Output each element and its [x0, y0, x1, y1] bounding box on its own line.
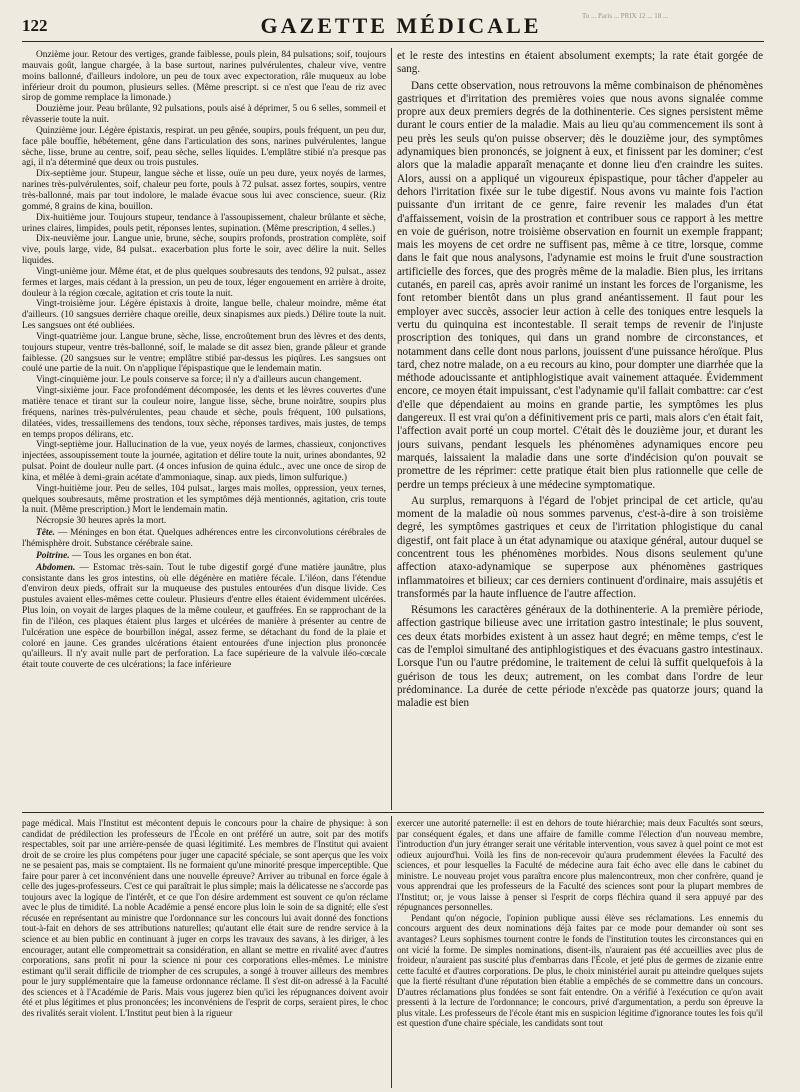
bottom-left-feuilleton	[22, 818, 388, 1088]
right-column-commentary	[397, 50, 763, 810]
case-day-entry: Dix-septième jour. Stupeur, langue sèche et lisse, ouïe un peu dure, yeux noyés de larmes, narines très-pulvérulentes, soif, chaleur peu forte, pouls à 72 pulsat. assez fortes, soupirs, ventre très-ballonné, mais par tout indolore, le malade évacue sous lui avec conscience, sueur. (Riz gommé, 8 grains de kina, bouillon.	[22, 169, 386, 212]
commentary-paragraph: et le reste des intestins en étaient absolument exempts; la rate était gorgée de sang.	[397, 50, 763, 76]
case-day-entry: Dix-neuvième jour. Langue unie, brune, sèche, soupirs profonds, prostration complète, soif vive, pouls large, vide, 84 pulsat.. exacerbation plus forte le soir, avec délire la nuit. Selles liquides.	[22, 234, 386, 267]
column-divider	[391, 48, 392, 810]
section-text: — Estomac très-sain. Tout le tube digestif gorgé d'une matière jaunâtre, plus consistante dans les gros intestins, où elle dégénère en matière fécale. L'iléon, dans l'étendue d'environ deux pieds, offrait sur la muqueuse des pustules entourées d'un disque livide. Ces pustules avaient elles-mêmes cette couleur. Plusieurs d'entre elles étaient évidemment ulcérées. Plus loin, on voyait de larges plaques de la même couleur, et gauffrées. En se rapprochant de la fin de l'iléon, ces plaques étaient plus larges et ulcérées de manière à présenter au centre de l'ulcération une espèce de bourbillon inégal, assez ferme, se détachant du fond de la plaie et coloré en jaune. Ces grandes ulcérations étaient entourées d'une injection plus prononcée qu'ailleurs. Il n'y avait nulle part de perforation. La face supérieure de la valvule iléo-cœcale était toute couverte de ces ulcérations; la face inférieure	[22, 562, 386, 671]
section-label: Tête.	[36, 528, 55, 539]
page-header	[22, 10, 780, 42]
section-text: — Tous les organes en bon état.	[71, 550, 192, 561]
commentary-paragraph: Dans cette observation, nous retrouvons la même combinaison de phénomènes gastriques et d'irritation des premières voies que nous avons signalée comme propre aux deux premiers degrés de la dothinenterie. Ces signes persistent même durant le cours entier de la maladie. Mais au lieu qu'au commencement ils sont à peu près les seuls qu'on puisse observer; dès le douzième jour, des symptômes adynamiques bien prononcés, se joignent à eux, et finissent par les dominer; c'est alors que la maladie apparaît menaçante et donne lieu d'en craindre les suites. Alors, aussi on a appliqué un vigoureux épispastique, pour tâcher d'appeler au dehors l'irritation fixée sur le tube digestif. Nous avons vu mainte fois l'action puissante d'un irritant de ce genre, faire revenir les malades d'un état d'affaissement, voisin de la prostration et contribuer sous ce rapport à les mettre en voie de guérison, notre troisième observation en fournit un exemple frappant; mais les moyens de cet ordre ne suffisent pas, même à ce titre, lorsque, comme dans le fait que nous analysons, l'adynamie est moins le fruit d'une soustraction artificielle des forces, que des progrès même de la maladie. Bien plus, les irritans cutanés, en pareil cas, après avoir ranimé un instant les forces de l'organisme, les font retomber bientôt dans un plus grand anéantissement. Il faut pour les employer avec succès, associer leur action à celle des toniques entre lesquels la vertu du quinquina est incontestable. Il serait temps de revenir de l'injuste proscription des toniques, qui dans un grand nombre de circonstances, et notamment dans celle dont nous parlons, jouissent d'une puissance héroïque. Plus tard, chez notre malade, on a eu recours au kino, pour dompter une diarrhée que la méthode adoucissante et antiphlogistique avait vainement attaquée. Évidemment encore, ce moyen était impuissant, c'est l'adynamie qu'il fallait combattre: car c'est d'elle que dépendaient au moins en grande partie, les symptômes les plus dangereux. Il est vrai qu'on a définitivement pris ce parti, mais alors c'en était fait, l'affection avait porté un coup mortel. C'était dès le douzième jour, et durant les jours suivans, pendant lesquels les phénomènes adynamiques encore peu marqués, laissaient la maladie dans une sorte d'indécision qu'on pouvait se promettre de les réprimer: cette pratique était bien plus rationnelle que celle de perdre un temps précieux à une médecine symptomatique.	[397, 79, 763, 491]
case-day-entry: Vingt-cinquième jour. Le pouls conserve sa force; il n'y a d'ailleurs aucun changement.	[36, 375, 362, 386]
feuilleton-paragraph: Pendant qu'on négocie, l'opinion publique aussi élève ses réclamations. Les ennemis du concours arguent des deux nominations déjà faites par ce mode pour demander où sont ses avantages? Leurs sophismes tournent contre le fonds de l'institution toutes les circonstances qui en ont vicié la forme. De simples nominations, disent-ils, n'auraient pas été accueillies avec plus de froideur, n'auraient pas suscité plus d'embarras dans l'École, et jeté plus de germes de zizanie entre cette faculté et d'autres corporations. De plus, le choix ministériel aurait pu atteindre quelques sujets que la fierté résultant d'une réputation bien établie a empêchés de se commettre dans un concours. D'autres réclamations plus fondées se sont fait entendre. On a vérifié à l'exécution ce qu'on avait pressenti à la lecture de l'ordonnance; le concours, privé d'argumentation, a perdu son épreuve la plus vitale. Les professeurs de l'école étant mis en suspicion légitime d'ignorance toutes les fois qu'il est question d'une chaire spéciale, les candidats sont tout	[397, 912, 763, 1029]
left-column-case-report	[22, 50, 386, 810]
necropsy-section-abdomen	[22, 563, 386, 671]
faded-stamp: To ... Paris ... PRIX 12 ... 18 ...	[582, 12, 669, 20]
case-day-entry: Onzième jour. Retour des vertiges, grande faiblesse, pouls plein, 84 pulsations; soif, toujours mauvais goût, langue chargée, à la base surtout, narines pulvérulentes, chaleur vive, ventre moins ballonné, d'ailleurs indolore, un peu de toux avec expectoration, râle muqueux au lobe inférieur droit du poumon, plusieurs selles. (Même prescript. si ce n'est que l'eau de riz avec sirop de gomme remplace la limonade.)	[22, 50, 386, 104]
section-label: Poitrine.	[36, 550, 70, 561]
case-day-entry: Vingt-septième jour. Hallucination de la vue, yeux noyés de larmes, chassieux, conjonctives injectées, assoupissement toute la journée, agitation et délire toute la nuit, urines abondantes, 92 pulsat. Point de douleur nulle part. (4 onces infusion de quina édulc., avec une once de sirop de kina, et mêlée à demi-grain acétate d'ammoniaque, sinap. aux pieds, limon sulfurique.)	[22, 440, 386, 483]
commentary-paragraph: Au surplus, remarquons à l'égard de l'objet principal de cet article, qu'au moment de la maladie où nous sommes parvenus, c'est-à-dire à son troisième degré, les symptômes gastriques et ceux de l'irritation phlogistique du canal digestif, ont fait place à un état adynamique ou ataxique général, autour duquel se concentrent tous les phénomènes morbides. Nous disons seulement qu'une affection ataxo-adynamique se superpose aux phénomènes gastriques inflammatoires et bilieux; car ces derniers continuent d'ordinaire, mais assujétis et transformés par la haute influence de l'autre affection.	[397, 494, 763, 600]
bottom-right-feuilleton	[397, 818, 763, 1088]
case-day-entry: Douzième jour. Peau brûlante, 92 pulsations, pouls aisé à déprimer, 5 ou 6 selles, sommeil et rêvasserie toute la nuit.	[22, 104, 386, 126]
feuilleton-paragraph: page médical. Mais l'Institut est mécontent depuis le concours pour la chaire de physique: à son candidat de prédilection les professeurs de l'École en ont préféré un autre, soit par des motifs respectables, soit par une arrière-pensée de quasi légitimité. Les membres de l'Institut qui avaient droit de se croire les plus compétens pour juger une capacité spéciale, se sont aperçus que les voix ne se pesaient pas, mais se comptaient. Ils ne formaient qu'une minorité presque imperceptible. Que faire pour parer à cet inconvénient dans une nouvelle épreuve? Arriver au tribunal en force égale à celle des juges-professeurs. C'est ce qui paraîtrait le plus simple; mais la délicatesse ne s'accorde pas toujours avec la logique de l'intérêt, et ce que l'on désire ardemment est souvent ce qu'on réclame avec le plus de timidité. La noble Académie a pensé encore plus loin le soin de sa dignité; elle s'est récusée en représentant au ministre que l'ordonnance sur les concours lui avait donné des fonctions tout-à-fait en dehors de ses attributions naturelles; qu'autant elle était sure de rendre service à la science et au bien public en continuant à juger en corps les travaux des savans, à les diriger, à les encourager, autant elle compromettrait sa considération, en allant se mettre en rivalité avec d'autres corporations, sans profit ni pour la science ni pour ces corporations elles-mêmes. Le ministre estimant qu'il serait difficile de triompher de ces scrupules, a songé à trouver ailleurs des membres pour le jury supplémentaire que la fameuse ordonnance réclame. Il s'est dit-on adressé à la Faculté des sciences et à l'Académie de Paris. Mais vous jugerez bien qu'ici les répugnances doivent avoir été et plus légitimes et plus prononcées; les inconvéniens de l'esprit de corps, seraient pires, le choc des rivalités serait violent. L'Institut peut bien à la rigueur	[22, 818, 388, 1018]
necropsy-section-chest	[22, 551, 386, 562]
necropsy-heading: Nécropsie 30 heures après la mort.	[36, 516, 167, 527]
feuilleton-paragraph: exercer une autorité paternelle: il est en dehors de toute hiérarchie; mais deux Facultés sont sœurs, par conséquent égales, et dans une affaire de famille comme l'élection d'un nouveau membre, l'introduction d'un jury étranger serait une véritable intervention, vous savez à quel point ce mot est odieux aujourd'hui. Voilà les fins de non-recevoir qu'aura prudemment élevées la Faculté des sciences, et pour lesquelles la Faculté de médecine aura fait écho avec elle dans le cabinet du ministre. Le nouveau projet vous paraîtra encore plus malencontreux, mon cher confrère, quand je vous apprendrai que les professeurs de la Faculté des sciences sont pour la plupart membres de l'Institut; or, je vous laisse à penser si l'esprit de corps fléchira quand il sera appuyé par des répugnances personnelles.	[397, 818, 763, 913]
case-day-entry: Vingt-sixième jour. Face profondément décomposée, les dents et les lèvres couvertes d'une matière tenace et tirant sur la couleur noire, langue lisse, sèche, brune noirâtre, soupirs plus fréquens, narines très-pulvérulentes, peau chaude et sèche, pouls fréquent, 100 pulsations, dilatées, vides, tressaillemens des tendons, toux sèche, réponses tardives, mais justes, de temps en temps propos délirans, etc.	[22, 386, 386, 440]
page-number: 122	[22, 16, 48, 35]
masthead-title: GAZETTE MÉDICALE	[260, 13, 542, 38]
case-day-entry: Vingt-huitième jour. Peu de selles, 104 pulsat., larges mais molles, oppression, yeux ternes, quelques soubresauts, même prostration et les symptômes déjà mentionnés, agitation, cris toute la nuit. (Même prescription.) Mort le lendemain matin.	[22, 483, 386, 516]
case-day-entry: Vingt-troisième jour. Légère épistaxis à droite, langue belle, chaleur moindre, même état d'ailleurs. (10 sangsues derrière chaque oreille, deux sinapismes aux pieds.) Délire toute la nuit. Les sangsues ont été oubliées.	[22, 299, 386, 332]
header-rule	[22, 41, 764, 42]
necropsy-section-head	[22, 528, 386, 550]
section-label: Abdomen.	[36, 562, 76, 573]
section-rule	[22, 812, 764, 813]
column-divider	[391, 816, 392, 1088]
case-day-entry: Vingt-quatrième jour. Langue brune, sèche, lisse, encroûtement brun des lèvres et des dents, toujours stupeur, ventre très-ballonné, soif, le malade se dit assez bien, grande pâleur et grande faiblesse. (20 sangsues sur le ventre; emplâtre stibié par-dessus les piqûres. Les sangsues ont coulé une partie de la nuit. On n'applique l'épispastique que le lendemain matin.	[22, 331, 386, 375]
case-day-entry: Vingt-unième jour. Même état, et de plus quelques soubresauts des tendons, 92 pulsat., assez fermes et larges, mais cédant à la pression, un peu de toux, léger engouement en arrière à droite, douleur à la région cœcale, agitation et cris toute la nuit.	[22, 266, 386, 299]
section-text: — Méninges en bon état. Quelques adhérences entre les circonvolutions cérébrales de l'hémisphère droit. Substance cérébrale saine.	[22, 528, 386, 549]
case-day-entry: Dix-huitième jour. Toujours stupeur, tendance à l'assoupissement, chaleur brûlante et sèche, urines claires, limpides, pouls petit, réponses lentes, supination. (Même prescription, 4 selles.)	[22, 212, 386, 234]
commentary-paragraph: Résumons les caractères généraux de la dothinenterie. A la première période, affection gastrique bilieuse avec une irritation gastro intestinale; le plus souvent, ces deux états morbides existent à un assez haut degré; en même temps, c'est le cas de l'emploi simultané des antiphlogistiques et des évacuans gastro intestinaux. Lorsque l'un ou l'autre prédomine, le traitement de celui là suffit quelquefois à la guérison de tous les deux; autrement, on les combat dans l'ordre de leur prédominance. La durée de cette période n'excède pas quatorze jours; quand la maladie est bien	[397, 604, 763, 710]
case-day-entry: Quinzième jour. Légère épistaxis, respirat. un peu gênée, soupirs, pouls fréquent, un peu dur, face pâle bouffie, hébétement, gêne dans l'articulation des sons, narines pulvérulentes, langue sèche, lisse, brune au centre, soif, peau sèche, selles liquides. L'emplâtre stibié n'a presque pas agi, il n'a déterminé que deux ou trois pustules.	[22, 125, 386, 169]
